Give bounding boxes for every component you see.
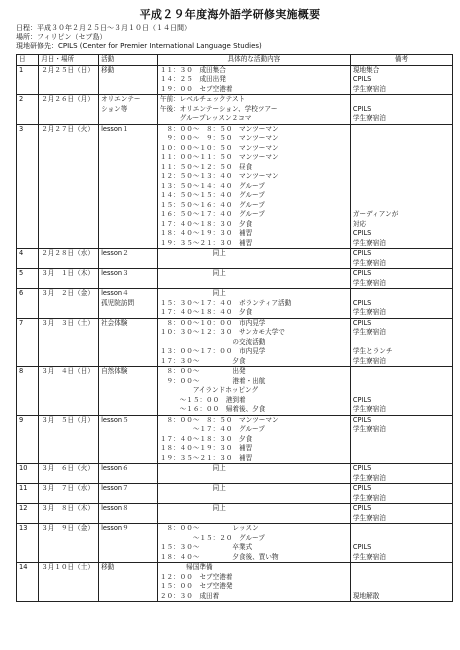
schedule-table [16,54,453,602]
note-line: 学生寮宿泊 [352,405,386,413]
note-line [353,95,450,105]
detail-line: １３：５０～１４：４０ グループ [159,181,265,190]
activity-line: lesson６ [101,464,129,472]
note-line [353,435,450,445]
note-line [353,524,450,534]
note-line: CPILS [352,75,372,83]
detail-line: 同上 [159,289,226,297]
day-cell: 4 [17,249,39,269]
detail-line: １４：２５ 成田出発 [159,75,226,83]
date-cell [39,484,99,504]
details-cell [157,524,350,563]
detail-line: ２０：３０ 成田着 [159,591,220,600]
detail-line: １２：５０～１３：４０ マンツーマン [159,172,279,180]
header-notes: 備考 [350,55,452,66]
note-line [353,172,450,182]
details-cell [157,124,350,249]
day-cell: 8 [17,367,39,416]
notes-cell [350,563,452,602]
detail-line: ～１５：２０ グループ [159,533,265,542]
activity-line: 移動 [101,563,115,571]
table-row [17,367,453,416]
activity-cell [99,249,158,269]
date-cell [39,464,99,484]
header-date-place: 月日・場所 [39,55,99,66]
note-line [353,367,450,377]
note-line [353,289,450,299]
detail-line: １６：５０～１７：４０ グループ [159,210,265,218]
note-line: 対応 [352,219,367,228]
activity-cell [99,124,158,249]
note-line: CPILS [352,298,372,307]
date-cell [39,269,99,289]
notes-cell [350,289,452,319]
date-line: ２月２７日（火） [41,124,94,133]
details-cell [157,563,350,602]
header-day: 日 [17,55,39,66]
activity-cell [99,524,158,563]
date-line: ３月 ２日（金） [41,289,94,297]
notes-cell [350,95,452,125]
note-line [353,163,450,173]
activity-line: 孤児院訪問 [101,298,135,307]
note-line: 学生寮宿泊 [352,258,386,267]
note-line [353,144,450,154]
detail-line: １１：３０ 成田集合 [159,65,226,74]
table-row [17,415,453,464]
detail-line: １５：５０～１６：４０ グループ [159,200,265,209]
note-line [353,191,450,201]
activity-line: lesson３ [101,269,129,277]
activity-cell [99,289,158,319]
day-cell: 1 [17,65,39,95]
detail-line: １５：３０～１７：４０ ボランティア活動 [159,298,292,307]
note-line: 学生寮宿泊 [352,513,386,522]
details-cell [157,415,350,464]
detail-line: １０：００～１０：５０ マンツーマン [159,143,279,152]
activity-cell [99,415,158,464]
table-row [17,289,453,319]
table-row [17,65,453,95]
date-line: ２月２６日（月） [41,95,94,103]
table-row [17,524,453,563]
detail-line: 同上 [159,269,226,277]
note-line: CPILS [352,464,372,472]
detail-line: １８：４０～ 夕食後、買い物 [159,552,279,561]
activity-line: lesson２ [101,249,129,257]
details-cell [157,269,350,289]
day-cell: 13 [17,524,39,563]
note-line: 学生寮宿泊 [352,238,386,247]
day-cell: 5 [17,269,39,289]
day-cell: 11 [17,484,39,504]
details-cell [157,318,350,367]
notes-cell [350,524,452,563]
activity-line: 自然体験 [101,367,128,375]
notes-cell [350,415,452,464]
activity-line: ション等 [101,104,128,113]
notes-cell [350,318,452,367]
notes-cell [350,504,452,524]
note-line: 学生寮宿泊 [352,425,386,433]
detail-line: １５：３０～ 卒業式 [159,543,253,551]
date-cell [39,249,99,269]
activity-line: lesson４ [101,289,129,297]
details-cell [157,249,350,269]
notes-cell [350,65,452,95]
detail-line: ８：００～ 出発 [159,367,246,375]
note-line: 学生寮宿泊 [352,278,386,287]
day-cell: 9 [17,415,39,464]
notes-cell [350,124,452,249]
note-line [353,201,450,211]
detail-line: １５：００ セブ空港発 [159,582,233,590]
notes-cell [350,269,452,289]
detail-line: ～１６：００ 帰着後、夕食 [159,405,266,413]
date-line: ３月 ５日（月） [41,415,94,424]
date-cell [39,367,99,416]
note-line: CPILS [352,269,372,277]
day-cell: 12 [17,504,39,524]
activity-line: オリエンテー [101,95,141,103]
note-line [353,573,450,583]
detail-line: 同上 [159,504,226,512]
date-line: ３月 ７日（水） [41,484,94,492]
date-cell [39,65,99,95]
date-line: ２月２８日（水） [41,249,94,257]
detail-line: １３：００～１７：００ 市内見学 [159,347,266,355]
day-cell: 2 [17,95,39,125]
table-row [17,484,453,504]
note-line: ガーディアンが [352,210,399,218]
note-line [353,454,450,464]
activity-line: lesson８ [101,504,129,512]
note-line [353,153,450,163]
note-line: 現地集合 [352,65,380,74]
detail-line: １１：００～１１：５０ マンツーマン [159,153,279,161]
activity-line: 社会体験 [101,318,128,327]
date-cell [39,95,99,125]
table-row [17,504,453,524]
detail-line: アイランドホッピング [159,386,259,394]
note-line [353,182,450,192]
schedule-body [17,65,453,602]
note-line [353,377,450,387]
note-line: CPILS [352,229,372,237]
table-row [17,269,453,289]
date-line: ２月２５日（日） [41,65,94,74]
activity-cell [99,484,158,504]
note-line: 学生寮宿泊 [352,493,386,502]
note-line: CPILS [352,543,372,551]
header-activity: 活動 [99,55,158,66]
detail-line: 帰国準備 [159,563,213,571]
details-cell [157,484,350,504]
note-line [353,563,450,573]
detail-line: ８：００～１０：００ 市内見学 [159,318,266,327]
detail-line: １９：３５～２１：３０ 補習 [159,453,253,462]
detail-line: 午後：オリエンテーション、学校ツアー [159,104,278,113]
detail-line: ８：００～ ８：５０ マンツーマン [159,415,279,424]
document-title: 平成２９年度海外語学研修実施概要 [139,8,321,21]
note-line [353,134,450,144]
detail-line: １７：４０～１８：４０ 夕食 [159,308,253,316]
date-line: ３月 ６日（火） [41,464,94,472]
detail-line: グループレッスン２コマ [159,114,252,122]
note-line [353,582,450,592]
detail-line: ９：００～ ９：５０ マンツーマン [159,134,279,142]
detail-line: １７：４０～１８：３０ 夕食 [159,219,253,228]
detail-line: 同上 [159,249,226,257]
day-cell: 3 [17,124,39,249]
note-line: 学生寮宿泊 [352,308,386,316]
activity-line: lesson７ [101,484,129,492]
date-line: ３月１０日（土） [41,563,94,571]
detail-line: １４：５０～１５：４０ グループ [159,191,265,199]
date-line: ３月 ４日（日） [41,367,94,375]
note-line [353,338,450,348]
date-cell [39,524,99,563]
notes-cell [350,464,452,484]
date-cell [39,415,99,464]
activity-cell [99,563,158,602]
header-details: 具体的な活動内容 [157,55,350,66]
place-line: 場所：フィリピン（セブ島） [16,33,107,41]
details-cell [157,367,350,416]
note-line: 学生寮宿泊 [352,84,386,93]
note-line [353,125,450,135]
detail-line: １９：００ セブ空港着 [159,84,233,93]
note-line: CPILS [352,104,372,113]
date-cell [39,318,99,367]
detail-line: の交流活動 [159,337,266,346]
detail-line: ～１５：００ 港到着 [159,395,246,404]
detail-line: ９：００～ 港着・出航 [159,376,266,385]
detail-line: ８：００～ ８：５０ マンツーマン [159,124,279,133]
note-line: 学生寮宿泊 [352,328,386,336]
details-cell [157,65,350,95]
table-row [17,124,453,249]
activity-line: lesson１ [101,124,129,133]
note-line: CPILS [352,395,372,404]
notes-cell [350,484,452,504]
detail-line: ～１７：４０ グループ [159,425,265,433]
date-cell [39,504,99,524]
activity-cell [99,269,158,289]
detail-line: １８：４０～１９：３０ 補習 [159,444,253,452]
date-cell [39,289,99,319]
details-cell [157,289,350,319]
table-row [17,563,453,602]
activity-cell [99,95,158,125]
detail-line: ８：００～ レッスン [159,524,259,532]
activity-line: 移動 [101,65,115,74]
details-cell [157,95,350,125]
detail-line: １１：５０～１２：５０ 昼食 [159,162,253,171]
table-row [17,95,453,125]
note-line: CPILS [352,504,372,512]
detail-line: 同上 [159,464,226,472]
training-school-line: 現地研修先：CPILS (Center for Premier International Language Studies) [16,42,262,50]
details-cell [157,504,350,524]
activity-line: lesson５ [101,415,129,424]
date-line: ３月 ８日（木） [41,504,94,512]
note-line [353,534,450,544]
activity-line: lesson９ [101,524,129,532]
schedule-line: 日程：平成３０年２月２５日～３月１０日（１４日間） [16,24,191,32]
day-cell: 7 [17,318,39,367]
detail-line: １７：４０～１８：３０ 夕食 [159,434,253,443]
note-line [353,444,450,454]
day-cell: 6 [17,289,39,319]
note-line: CPILS [352,318,372,327]
table-row [17,249,453,269]
detail-line: １８：４０～１９：３０ 補習 [159,229,253,237]
date-line: ３月 ３日（土） [41,318,94,327]
note-line: 学生寮宿泊 [352,356,386,365]
table-row [17,318,453,367]
day-cell: 14 [17,563,39,602]
note-line: 学生寮宿泊 [352,114,386,122]
note-line: 学生とランチ [352,347,393,355]
note-line: 学生寮宿泊 [352,552,386,561]
note-line: CPILS [352,484,372,492]
note-line [353,386,450,396]
note-line: 学生寮宿泊 [352,473,386,482]
detail-line: 午前：レベルチェックテスト [159,95,246,103]
note-line: 現地解散 [352,591,380,600]
detail-line: １７：３０～ 夕食 [159,356,246,365]
activity-cell [99,464,158,484]
detail-line: １０：３０～１２：３０ サンカモ大学で [159,328,285,336]
date-line: ３月 １日（木） [41,269,94,277]
activity-cell [99,367,158,416]
details-cell [157,464,350,484]
date-cell [39,124,99,249]
activity-cell [99,318,158,367]
date-cell [39,563,99,602]
detail-line: １９：３５～２１：３０ 補習 [159,238,253,247]
table-header-row [17,55,453,66]
note-line: CPILS [352,415,372,424]
note-line: CPILS [352,249,372,257]
detail-line: １２：００ セブ空港着 [159,572,233,581]
activity-cell [99,65,158,95]
notes-cell [350,249,452,269]
day-cell: 10 [17,464,39,484]
detail-line: 同上 [159,484,226,492]
table-row [17,464,453,484]
notes-cell [350,367,452,416]
activity-cell [99,504,158,524]
date-line: ３月 ９日（金） [41,524,94,532]
